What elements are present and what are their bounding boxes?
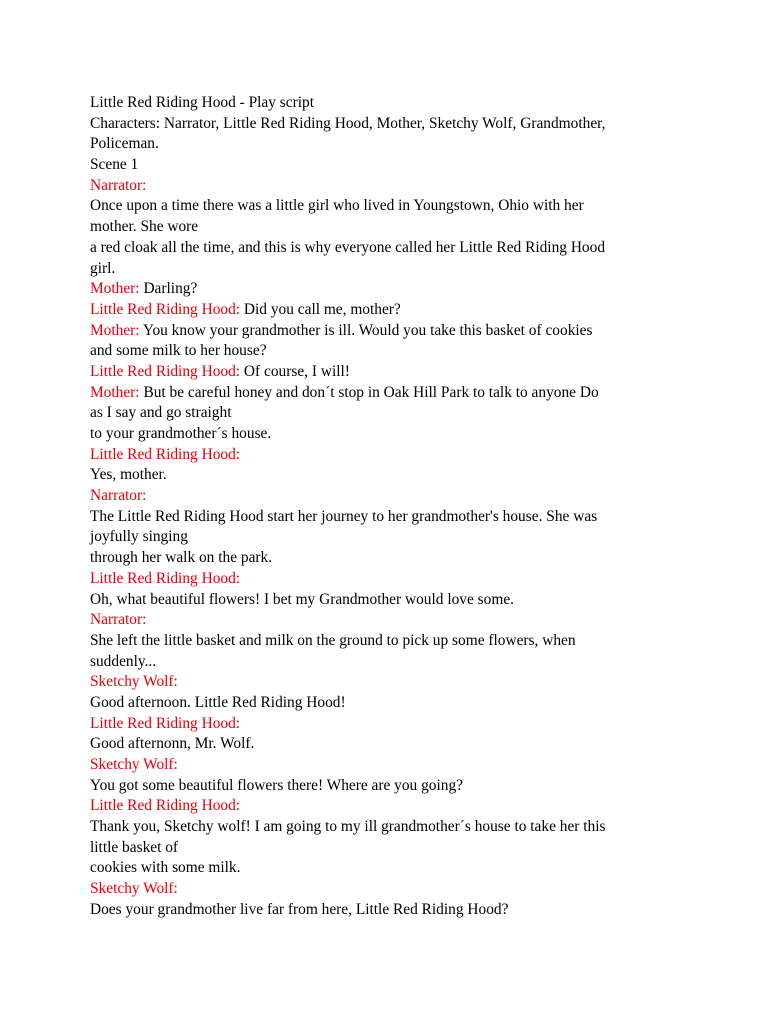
speaker-name: Narrator: [90, 611, 147, 629]
script-line [90, 341, 690, 362]
dialogue-text: through her walk on the park. [90, 549, 273, 567]
script-line [90, 900, 690, 921]
document-title: Little Red Riding Hood - Play script [90, 94, 314, 111]
script-line [90, 300, 690, 321]
script-line [90, 590, 690, 611]
dialogue-text: as I say and go straight [90, 404, 232, 422]
script-line [90, 858, 690, 879]
script-line [90, 176, 690, 197]
script-line [90, 383, 690, 404]
script-line [90, 714, 690, 735]
dialogue-text: little basket of [90, 838, 179, 856]
dialogue-text: and some milk to her house? [90, 342, 267, 360]
script-line [90, 734, 690, 755]
speaker-name: Narrator: [90, 487, 147, 505]
script-line [90, 507, 690, 528]
speaker-name: Sketchy Wolf: [90, 880, 178, 898]
speaker-name: Little Red Riding Hood: [90, 569, 241, 587]
speaker-name: Sketchy Wolf: [90, 756, 178, 773]
play-script-page [90, 93, 690, 921]
script-line [90, 631, 690, 652]
script-line [90, 817, 690, 838]
dialogue-text: You got some beautiful flowers there! Where are you going? [90, 776, 463, 794]
dialogue-text: Did you call me, mother? [240, 300, 401, 318]
script-line [90, 569, 690, 590]
scene-heading: Scene 1 [90, 156, 139, 174]
characters-list-line-1: Characters: Narrator, Little Red Riding Hood, Mother, Sketchy Wolf, Grandmother, [90, 114, 606, 132]
dialogue-text: joyfully singing [90, 528, 188, 546]
dialogue-text: You know your grandmother is ill. Would you take this basket of cookies [139, 321, 593, 339]
speaker-name: Sketchy Wolf: [90, 673, 178, 691]
dialogue-text: She left the little basket and milk on the ground to pick up some flowers, when [90, 631, 576, 649]
dialogue-text: Yes, mother. [90, 466, 167, 484]
dialogue-text: Darling? [139, 280, 198, 298]
script-line [90, 321, 690, 342]
speaker-name: Little Red Riding Hood: [90, 362, 241, 380]
script-line [90, 879, 690, 900]
speaker-name: Narrator: [90, 176, 147, 194]
script-line [90, 693, 690, 714]
dialogue-text: Oh, what beautiful flowers! I bet my Grandmother would love some. [90, 590, 514, 608]
dialogue-text: Of course, I will! [240, 362, 350, 380]
dialogue-text: Once upon a time there was a little girl who lived in Youngstown, Ohio with her [90, 197, 584, 215]
script-line [90, 217, 690, 238]
dialogue-text: Good afternoon. Little Red Riding Hood! [90, 693, 346, 711]
speaker-name: Little Red Riding Hood: [90, 300, 241, 318]
speaker-name: Mother: [90, 280, 140, 298]
dialogue-text: a red cloak all the time, and this is why everyone called her Little Red Riding Hood [90, 238, 606, 256]
script-line [90, 672, 690, 693]
script-line [90, 362, 690, 383]
script-line [90, 838, 690, 859]
characters-list-line-2: Policeman. [90, 135, 159, 153]
speaker-name: Mother: [90, 321, 140, 339]
script-line [90, 445, 690, 466]
script-line [90, 776, 690, 797]
script-line [90, 259, 690, 280]
dialogue-text: Good afternonn, Mr. Wolf. [90, 735, 255, 753]
script-line [90, 238, 690, 259]
dialogue-text: But be careful honey and don´t stop in Oak Hill Park to talk to anyone Do [139, 383, 599, 401]
script-line [90, 755, 690, 776]
dialogue-text: mother. She wore [90, 218, 199, 236]
dialogue-text: suddenly... [90, 652, 157, 670]
speaker-name: Little Red Riding Hood: [90, 445, 241, 463]
script-line [90, 652, 690, 673]
script-line [90, 279, 690, 300]
speaker-name: Mother: [90, 383, 140, 401]
script-line [90, 403, 690, 424]
speaker-name: Little Red Riding Hood: [90, 714, 241, 732]
dialogue-text: Thank you, Sketchy wolf! I am going to my ill grandmother´s house to take her this [90, 818, 606, 836]
script-line [90, 196, 690, 217]
script-line [90, 610, 690, 631]
dialogue-text: girl. [90, 259, 116, 277]
script-line [90, 465, 690, 486]
speaker-name: Little Red Riding Hood: [90, 797, 241, 815]
script-line [90, 527, 690, 548]
script-line [90, 424, 690, 445]
script-line [90, 796, 690, 817]
script-body [90, 176, 690, 921]
dialogue-text: to your grandmother´s house. [90, 425, 272, 442]
dialogue-text: cookies with some milk. [90, 859, 241, 877]
dialogue-text: The Little Red Riding Hood start her journey to her grandmother's house. She was [90, 507, 598, 525]
dialogue-text: Does your grandmother live far from here, Little Red Riding Hood? [90, 900, 509, 918]
script-line [90, 486, 690, 507]
script-line [90, 548, 690, 569]
